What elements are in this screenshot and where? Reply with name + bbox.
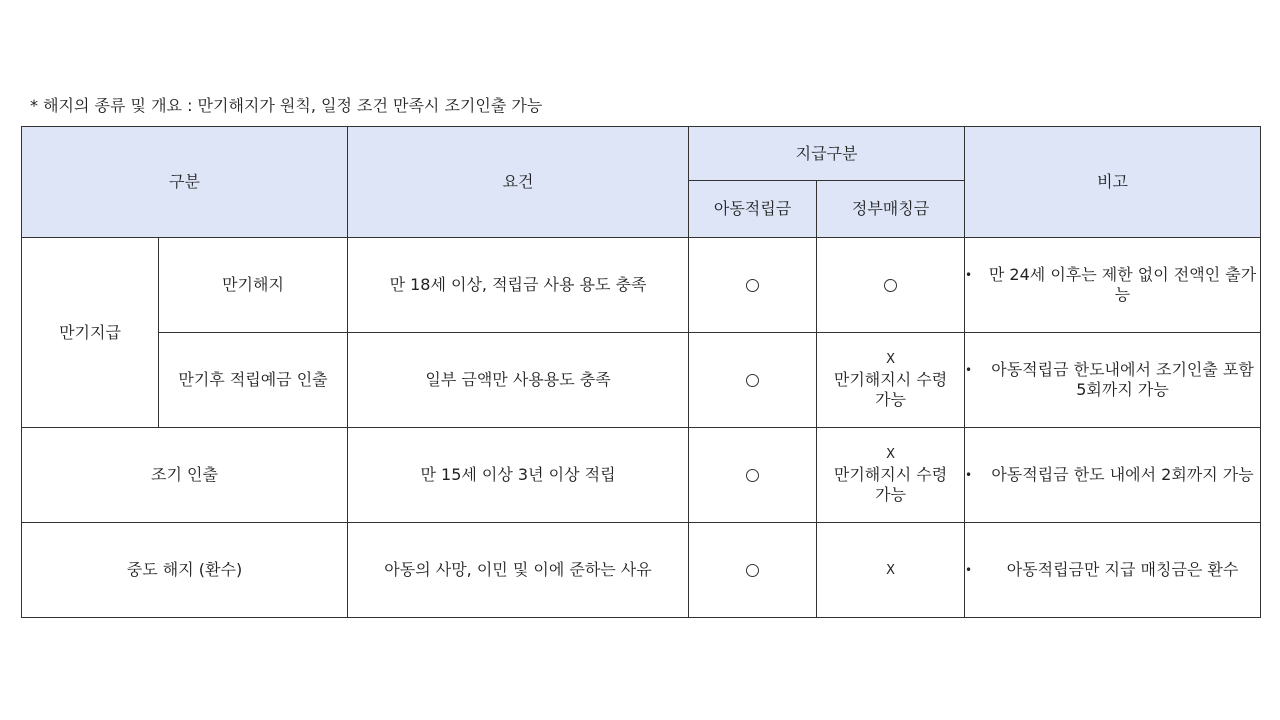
row-remark — [965, 428, 1261, 523]
table-row — [22, 523, 1261, 618]
row-name: 중도 해지 (환수) — [22, 523, 348, 618]
gov-matching-cell — [817, 333, 965, 428]
gov-note-line1: 만기해지시 수령 — [833, 370, 948, 389]
x-mark: X — [886, 563, 895, 578]
bullet-icon: • — [965, 363, 973, 377]
child-savings-cell — [689, 333, 817, 428]
header-remarks: 비고 — [965, 127, 1261, 238]
row-name: 만기해지 — [159, 238, 348, 333]
bullet-icon: • — [965, 468, 973, 482]
row-remark — [965, 238, 1261, 333]
child-savings-cell — [689, 238, 817, 333]
x-mark: X — [886, 447, 895, 462]
table-row — [22, 428, 1261, 523]
table-row — [22, 333, 1261, 428]
remark-text: 아동적립금만 지급 매칭금은 환수 — [1006, 560, 1239, 579]
header-category: 구분 — [22, 127, 348, 238]
table-caption: * 해지의 종류 및 개요 : 만기해지가 원칙, 일정 조건 만족시 조기인출 가능 — [30, 96, 543, 115]
child-savings-cell — [689, 428, 817, 523]
x-mark: X — [886, 352, 895, 367]
row-remark — [965, 333, 1261, 428]
table-row — [22, 238, 1261, 333]
circle-icon — [746, 564, 759, 577]
cancellation-table — [21, 126, 1261, 618]
row-name: 만기후 적립예금 인출 — [159, 333, 348, 428]
row-requirement: 만 15세 이상 3년 이상 적립 — [348, 428, 689, 523]
circle-icon — [746, 469, 759, 482]
remark-text: 만 24세 이후는 제한 없이 전액인 출가능 — [988, 265, 1257, 304]
row-requirement: 일부 금액만 사용용도 충족 — [348, 333, 689, 428]
header-requirement: 요건 — [348, 127, 689, 238]
header-gov-matching: 정부매칭금 — [817, 181, 965, 238]
gov-matching-cell — [817, 428, 965, 523]
circle-icon — [746, 374, 759, 387]
child-savings-cell — [689, 523, 817, 618]
circle-icon — [746, 279, 759, 292]
header-payment-group: 지급구분 — [689, 127, 965, 181]
row-requirement: 만 18세 이상, 적립금 사용 용도 충족 — [348, 238, 689, 333]
bullet-icon: • — [965, 268, 973, 282]
row-name: 조기 인출 — [22, 428, 348, 523]
group-maturity: 만기지급 — [22, 238, 159, 428]
row-requirement: 아동의 사망, 이민 및 이에 준하는 사유 — [348, 523, 689, 618]
gov-note-line2: 가능 — [875, 390, 906, 409]
remark-text: 아동적립금 한도 내에서 2회까지 가능 — [991, 465, 1254, 484]
circle-icon — [884, 279, 897, 292]
bullet-icon: • — [965, 563, 973, 577]
header-child-savings: 아동적립금 — [689, 181, 817, 238]
gov-note-line2: 가능 — [875, 485, 906, 504]
gov-note-line1: 만기해지시 수령 — [833, 465, 948, 484]
remark-text: 아동적립금 한도내에서 조기인출 포함 5회까지 가능 — [991, 360, 1254, 399]
row-remark — [965, 523, 1261, 618]
gov-matching-cell — [817, 523, 965, 618]
gov-matching-cell — [817, 238, 965, 333]
